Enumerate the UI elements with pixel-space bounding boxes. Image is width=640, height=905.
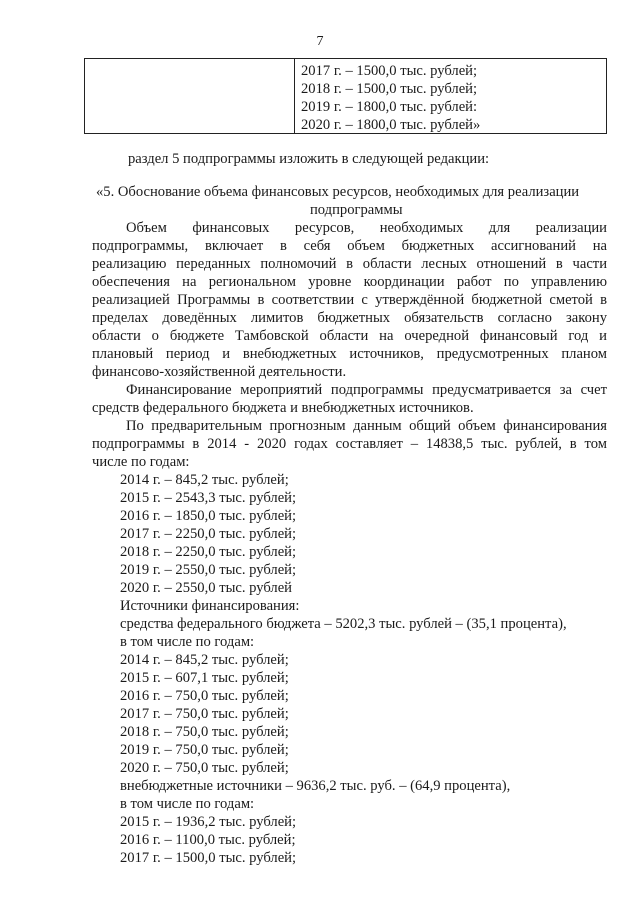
paragraph-line: плановый период и внебюджетных источников, предусмотренных планом — [92, 346, 607, 362]
federal-year-item: 2015 г. – 607,1 тыс. рублей; — [120, 670, 289, 686]
paragraph-line: пределах доведённых лимитов бюджетных обязательств согласно закону — [92, 310, 607, 326]
sources-label: Источники финансирования: — [120, 598, 300, 614]
total-year-item: 2017 г. – 2250,0 тыс. рублей; — [120, 526, 297, 542]
federal-year-item: 2019 г. – 750,0 тыс. рублей; — [120, 742, 289, 758]
federal-year-item: 2018 г. – 750,0 тыс. рублей; — [120, 724, 289, 740]
paragraph-line: средств федерального бюджета и внебюджетных источников. — [92, 400, 474, 416]
table-years-cell — [301, 62, 602, 134]
page-number: 7 — [316, 34, 324, 49]
paragraph-line: финансово-хозяйственной деятельности. — [92, 364, 347, 380]
table-row: 2017 г. – 1500,0 тыс. рублей; — [301, 63, 478, 79]
federal-year-item: 2014 г. – 845,2 тыс. рублей; — [120, 652, 289, 668]
federal-year-item: 2020 г. – 750,0 тыс. рублей; — [120, 760, 289, 776]
paragraph-line: подпрограммы, включает в себя объем бюджетных ассигнований на — [92, 238, 607, 254]
paragraph-line: реализацию переданных полномочий в области лесных отношений в части — [92, 256, 607, 272]
table-row: 2018 г. – 1500,0 тыс. рублей; — [301, 81, 478, 97]
funding-table-fragment — [84, 58, 607, 134]
table-row: 2019 г. – 1800,0 тыс. рублей: — [301, 99, 478, 115]
paragraph-line: подпрограммы в 2014 - 2020 годах составляет – 14838,5 тыс. рублей, в том — [92, 436, 607, 452]
federal-budget-line: средства федерального бюджета – 5202,3 тыс. рублей – (35,1 процента), — [120, 616, 567, 632]
extrabudgetary-line: внебюджетные источники – 9636,2 тыс. руб. – (64,9 процента), — [120, 778, 511, 794]
extrabudgetary-year-item: 2017 г. – 1500,0 тыс. рублей; — [120, 850, 297, 866]
intro-text: раздел 5 подпрограммы изложить в следующей редакции: — [128, 151, 490, 167]
section-heading-line1: «5. Обоснование объема финансовых ресурсов, необходимых для реализации — [96, 184, 580, 200]
paragraph-line: Объем финансовых ресурсов, необходимых для реализации — [126, 220, 607, 236]
total-year-item: 2014 г. – 845,2 тыс. рублей; — [120, 472, 289, 488]
table-empty-cell — [85, 59, 295, 133]
federal-year-item: 2016 г. – 750,0 тыс. рублей; — [120, 688, 289, 704]
total-year-item: 2020 г. – 2550,0 тыс. рублей — [120, 580, 292, 596]
section-heading-line2: подпрограммы — [310, 202, 403, 218]
total-year-item: 2019 г. – 2550,0 тыс. рублей; — [120, 562, 297, 578]
paragraph-line: Финансирование мероприятий подпрограммы предусматривается за счет — [126, 382, 607, 398]
paragraph-line: числе по годам: — [92, 454, 190, 470]
table-row: 2020 г. – 1800,0 тыс. рублей» — [301, 117, 481, 133]
federal-year-item: 2017 г. – 750,0 тыс. рублей; — [120, 706, 289, 722]
total-year-item: 2015 г. – 2543,3 тыс. рублей; — [120, 490, 297, 506]
extrabudgetary-by-years-label: в том числе по годам: — [120, 796, 255, 812]
paragraph-line: области о бюджете Тамбовской области на очередной финансовый год и — [92, 328, 607, 344]
extrabudgetary-year-item: 2016 г. – 1100,0 тыс. рублей; — [120, 832, 296, 848]
total-year-item: 2018 г. – 2250,0 тыс. рублей; — [120, 544, 297, 560]
extrabudgetary-year-item: 2015 г. – 1936,2 тыс. рублей; — [120, 814, 297, 830]
federal-by-years-label: в том числе по годам: — [120, 634, 255, 650]
paragraph-line: обеспечения на региональном уровне координации работ по управлению — [92, 274, 607, 290]
paragraph-line: реализацией Программы в соответствии с утверждённой бюджетной сметой в — [92, 292, 607, 308]
total-year-item: 2016 г. – 1850,0 тыс. рублей; — [120, 508, 297, 524]
paragraph-line: По предварительным прогнозным данным общий объем финансирования — [126, 418, 607, 434]
